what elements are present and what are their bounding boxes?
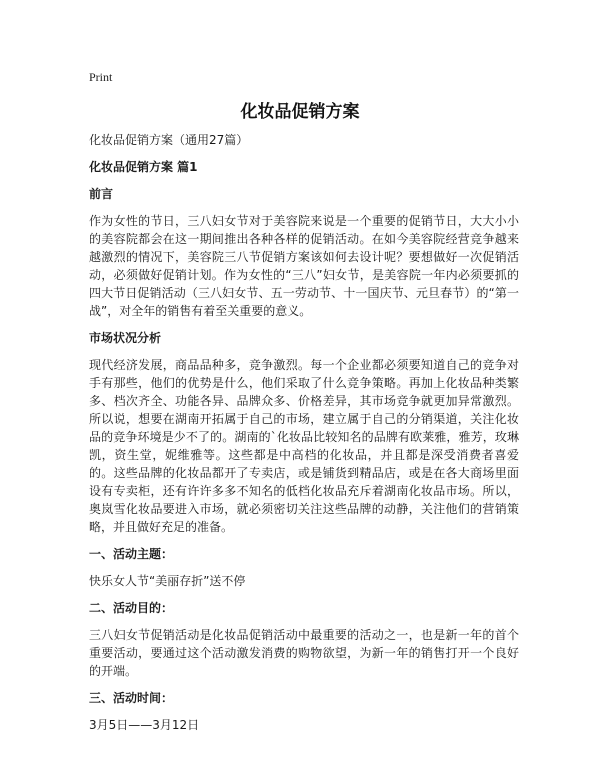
document-title: 化妆品促销方案 [240,102,360,122]
section-heading-activity-theme: 一、活动主题： [89,547,174,561]
section-heading-market-analysis: 市场状况分析 [89,331,162,345]
section-body-activity-time: 3月5日——3月12日 [89,718,200,732]
document-subtitle: 化妆品促销方案（通用27篇） [89,133,249,147]
section-body-activity-purpose: 三八妇女节促销活动是化妆品促销活动中最重要的活动之一，也是新一年的首个重要活动，要通过这个活动激发消费的购物欲望，为新一年的销售打开一个良好的开端。 [89,628,519,678]
print-link[interactable]: Print [89,70,113,84]
section-body-market-analysis: 现代经济发展，商品品种多，竞争激烈。每一个企业都必须要知道自己的竞争对手有那些，他们的优势是什么，他们采取了什么竞争策略。再加上化妆品种类繁多、档次齐全、功能各异、品牌众多、价格差异，其市场竞争就更加异常激烈。所以说，想要在湖南开拓属于自己的市场，建立属于自己的分销渠道，关注化妆品的竞争环境是少不了的。湖南的`化妆品比较知名的品牌有欧莱雅，雅芳，玫琳凯，资生堂，妮维雅等。这些都是中高档的化妆品，并且都是深受消费者喜爱的。这些品牌的化妆品都开了专卖店，或是铺货到精品店，或是在各大商场里面设有专卖柜，还有许许多多不知名的低档化妆品充斥着湖南化妆品市场。所以，奥岚雪化妆品要进入市场，就必须密切关注这些品牌的动静，关注他们的营销策略，并且做好充足的准备。 [89,358,519,534]
section-heading-activity-purpose: 二、活动目的： [89,601,174,615]
section-heading-preface: 前言 [89,187,114,201]
section-heading-activity-time: 三、活动时间： [89,691,174,705]
document-body [89,131,519,743]
section-body-activity-theme: 快乐女人节“美丽存折”送不停 [89,574,246,588]
section-body-preface: 作为女性的节日，三八妇女节对于美容院来说是一个重要的促销节日，大大小小的美容院都会在这一期间推出各种各样的促销活动。在如今美容院经营竞争越来越激烈的情况下，美容院三八节促销方案该如何去设计呢？要想做好一次促销活动，必须做好促销计划。作为女性的“三八”妇女节，是美容院一年内必须要抓的四大节日促销活动（三八妇女节、五一劳动节、十一国庆节、元旦春节）的“第一战”，对全年的销售有着至关重要的意义。 [89,214,519,318]
chapter-heading: 化妆品促销方案 篇1 [89,160,198,174]
